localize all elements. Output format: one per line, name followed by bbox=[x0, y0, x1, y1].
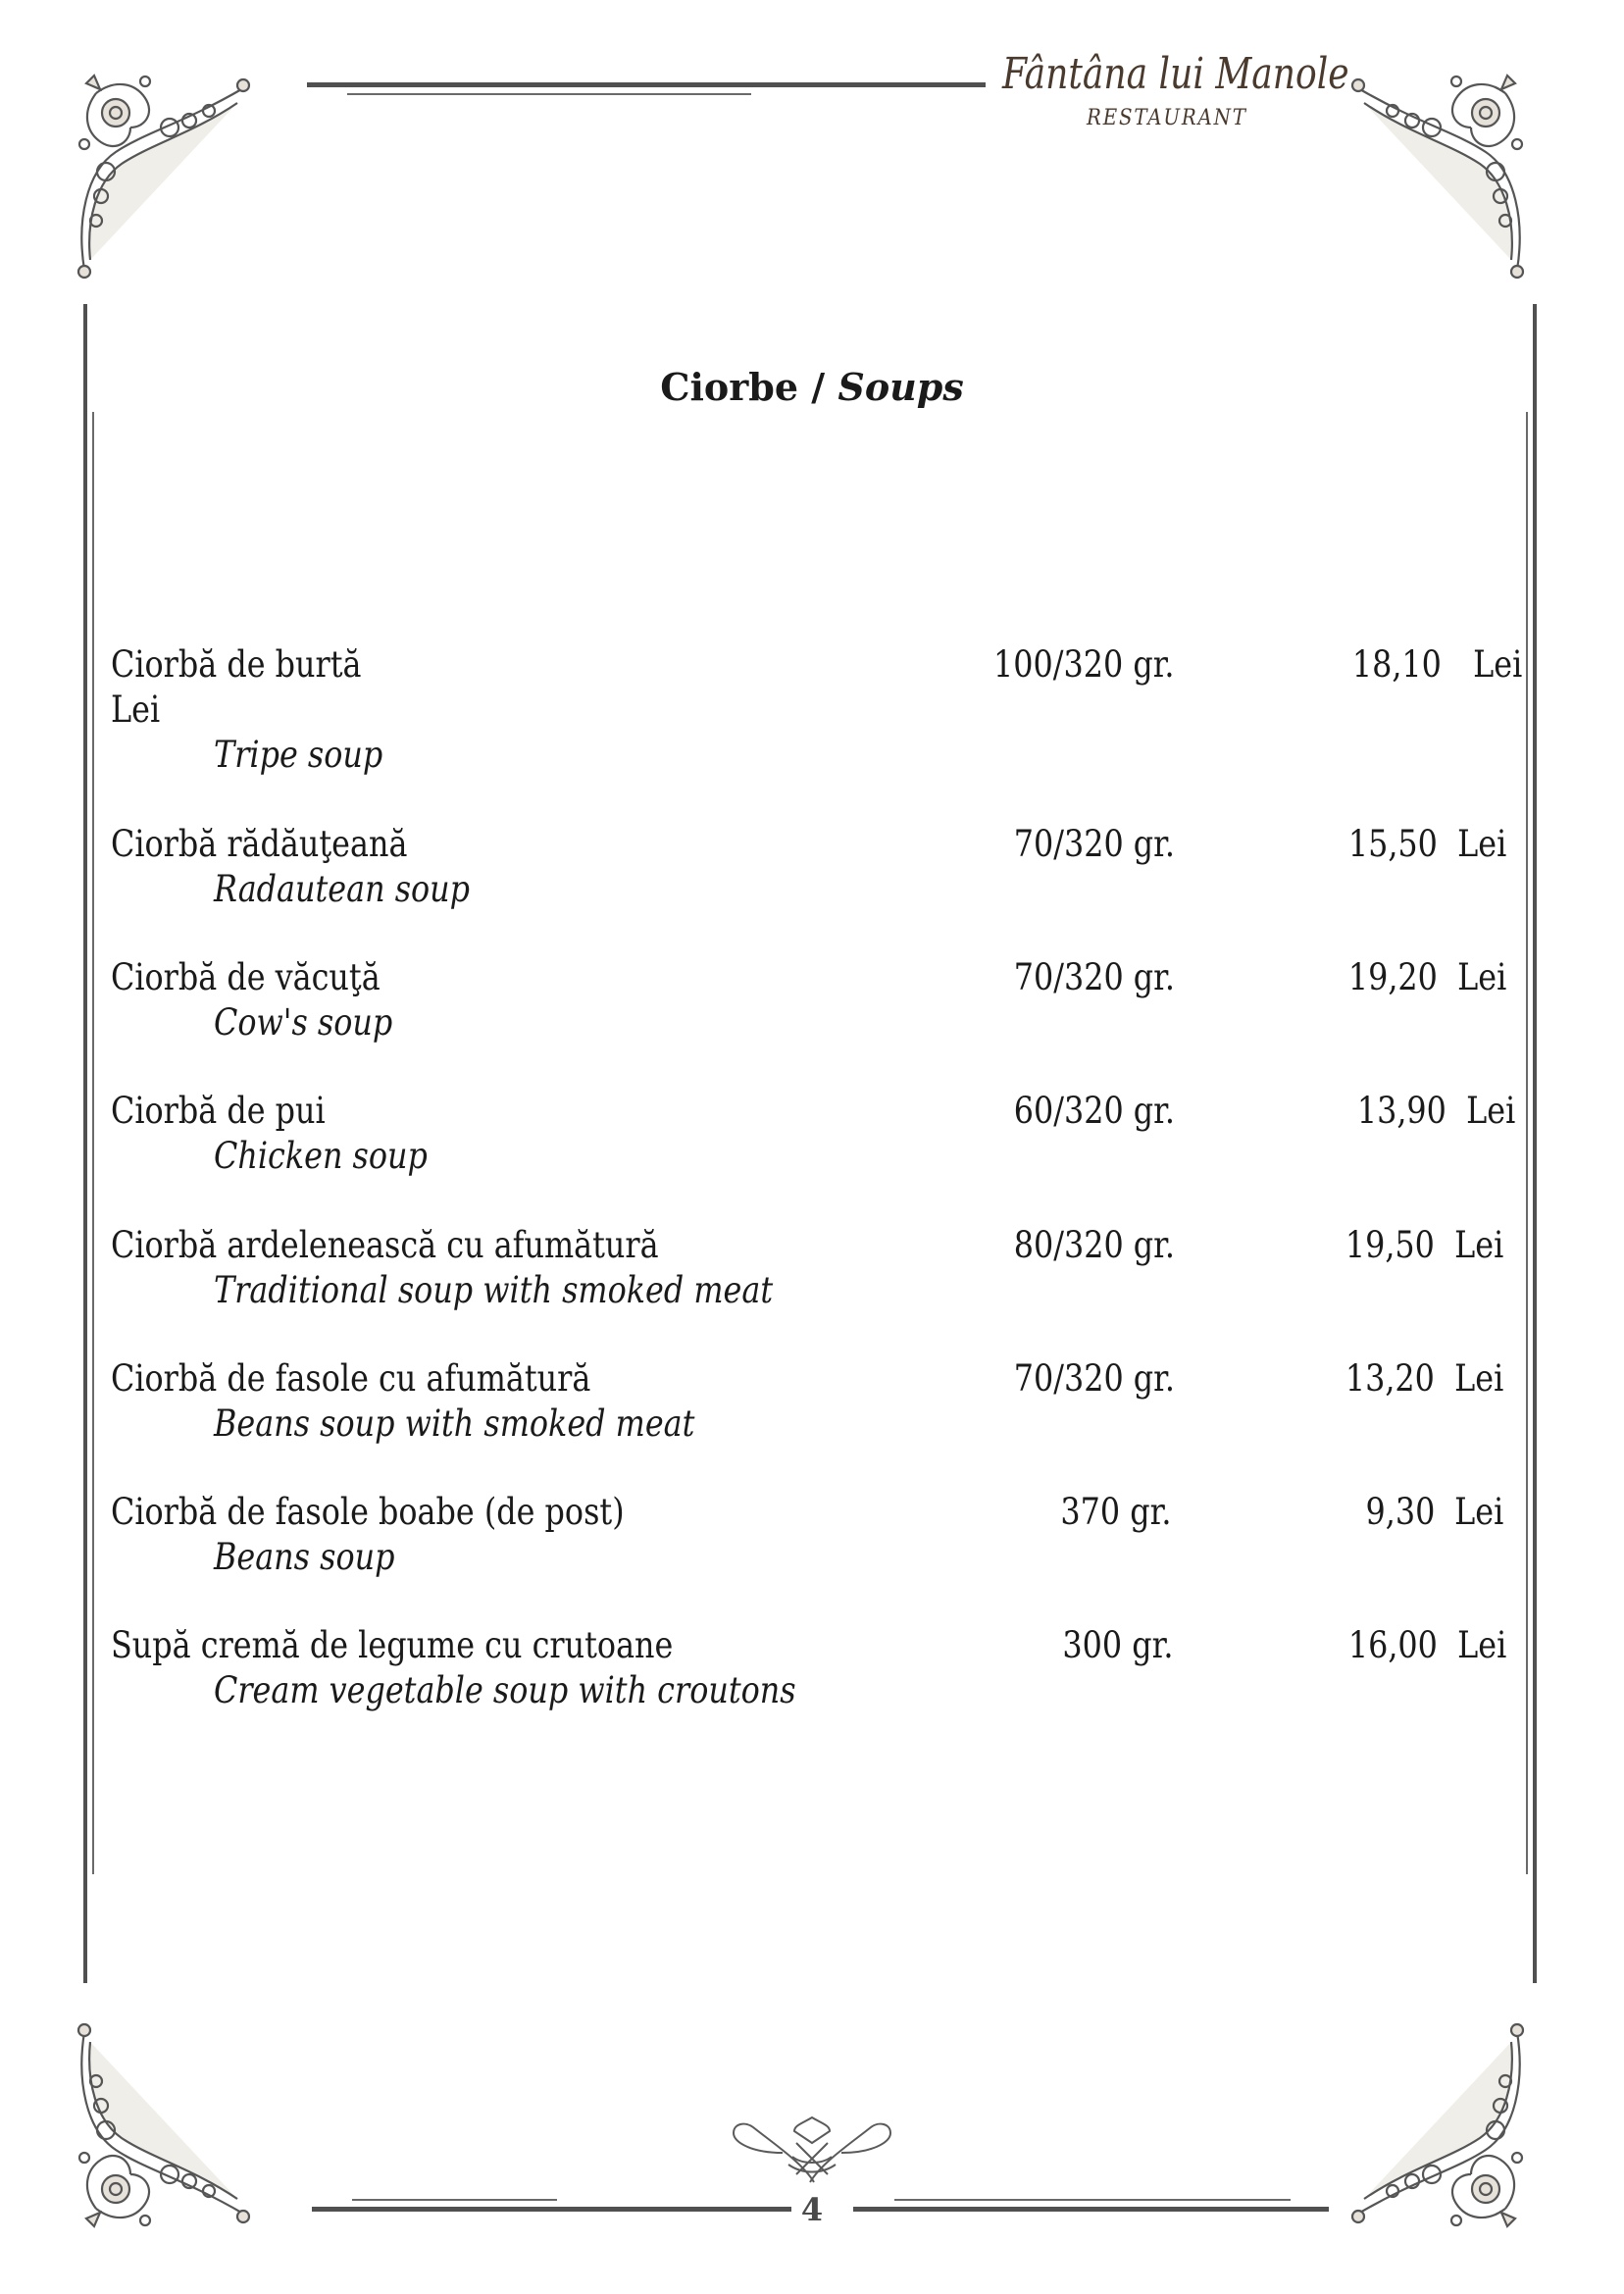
item-name-ro: Ciorbă rădăuţeană bbox=[111, 823, 408, 865]
corner-ornament-bottom-left-icon bbox=[76, 2022, 253, 2228]
footer-rule-thin-left bbox=[352, 2199, 557, 2201]
footer-rule-thick-left bbox=[312, 2207, 791, 2212]
header-rule-thin bbox=[347, 93, 751, 95]
restaurant-logo-subtitle: RESTAURANT bbox=[1087, 106, 1247, 130]
item-name-en: Radautean soup bbox=[214, 868, 471, 910]
item-currency-wrap: Lei bbox=[111, 688, 161, 731]
item-weight: 70/320 gr. bbox=[1013, 956, 1175, 998]
section-title-separator: / bbox=[798, 365, 838, 409]
item-name-ro: Ciorbă de văcuţă bbox=[111, 956, 381, 998]
item-name-en: Cream vegetable soup with croutons bbox=[214, 1669, 796, 1711]
item-weight: 60/320 gr. bbox=[1013, 1090, 1175, 1132]
item-name-en: Tripe soup bbox=[214, 734, 383, 776]
menu-item bbox=[0, 1224, 1624, 1342]
header-rule-thick bbox=[307, 82, 986, 87]
item-name-ro: Ciorbă ardelenească cu afumătură bbox=[111, 1224, 659, 1266]
item-price: 16,00 bbox=[1347, 1624, 1438, 1666]
item-currency: Lei bbox=[1456, 956, 1506, 998]
item-currency: Lei bbox=[1453, 1224, 1503, 1266]
page-number: 4 bbox=[800, 2191, 824, 2228]
item-name-en: Beans soup bbox=[214, 1536, 395, 1578]
item-currency: Lei bbox=[1456, 1624, 1506, 1666]
item-price: 19,50 bbox=[1345, 1224, 1435, 1266]
menu-item bbox=[0, 643, 1624, 776]
footer-flourish-icon bbox=[724, 2114, 900, 2184]
section-title-en: Soups bbox=[837, 365, 964, 409]
item-currency: Lei bbox=[1465, 1090, 1515, 1132]
menu-item bbox=[0, 823, 1624, 941]
item-name-ro: Ciorbă de pui bbox=[111, 1090, 326, 1132]
item-name-ro: Ciorbă de fasole boabe (de post) bbox=[111, 1491, 625, 1533]
section-title-ro: Ciorbe bbox=[660, 365, 799, 409]
item-weight: 300 gr. bbox=[1061, 1624, 1173, 1666]
corner-ornament-top-right-icon bbox=[1348, 74, 1525, 280]
menu-item bbox=[0, 1090, 1624, 1207]
item-weight: 100/320 gr. bbox=[993, 643, 1175, 686]
item-price: 15,50 bbox=[1347, 823, 1438, 865]
item-name-en: Cow's soup bbox=[214, 1001, 393, 1044]
item-price: 13,90 bbox=[1356, 1090, 1446, 1132]
restaurant-logo-name: Fântâna lui Manole bbox=[1002, 49, 1349, 99]
corner-ornament-top-left-icon bbox=[76, 74, 253, 280]
menu-item bbox=[0, 1357, 1624, 1475]
item-currency: Lei bbox=[1472, 643, 1522, 686]
item-weight: 70/320 gr. bbox=[1013, 823, 1175, 865]
item-weight: 70/320 gr. bbox=[1013, 1357, 1175, 1400]
item-name-ro: Supă cremă de legume cu crutoane bbox=[111, 1624, 674, 1666]
corner-ornament-bottom-right-icon bbox=[1348, 2022, 1525, 2228]
item-name-en: Traditional soup with smoked meat bbox=[214, 1269, 774, 1311]
item-price: 18,10 bbox=[1351, 643, 1442, 686]
item-name-en: Chicken soup bbox=[214, 1135, 428, 1177]
item-currency: Lei bbox=[1453, 1491, 1503, 1533]
item-price: 19,20 bbox=[1347, 956, 1438, 998]
item-weight: 80/320 gr. bbox=[1013, 1224, 1175, 1266]
item-name-en: Beans soup with smoked meat bbox=[214, 1402, 695, 1445]
item-currency: Lei bbox=[1456, 823, 1506, 865]
item-price: 13,20 bbox=[1345, 1357, 1435, 1400]
item-name-ro: Ciorbă de fasole cu afumătură bbox=[111, 1357, 591, 1400]
section-title bbox=[0, 365, 1624, 409]
menu-item bbox=[0, 1624, 1624, 1742]
menu-item bbox=[0, 956, 1624, 1074]
item-currency: Lei bbox=[1453, 1357, 1503, 1400]
item-name-ro: Ciorbă de burtă bbox=[111, 643, 362, 686]
footer-rule-thick-right bbox=[853, 2207, 1329, 2212]
footer-thin-rule-right bbox=[894, 2199, 1291, 2201]
item-weight: 370 gr. bbox=[1059, 1491, 1171, 1533]
menu-item bbox=[0, 1491, 1624, 1608]
item-price: 9,30 bbox=[1365, 1491, 1435, 1533]
